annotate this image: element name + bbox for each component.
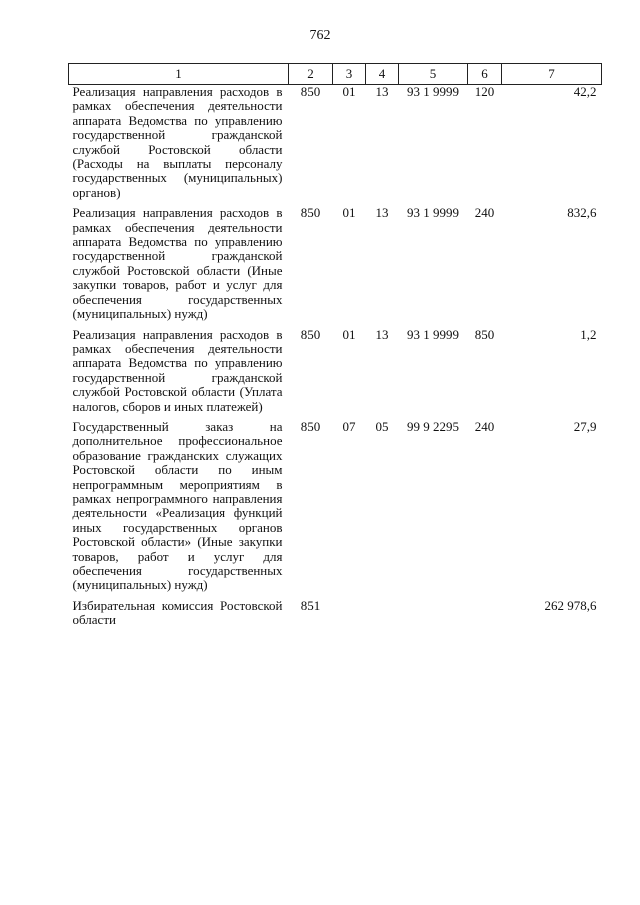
table-row	[69, 206, 602, 327]
row-expense-type: 240	[474, 418, 495, 434]
budget-table	[68, 63, 602, 634]
table-row	[69, 328, 602, 420]
row-description: Реализация направления расходов в рамках обеспечения деятельности аппарата Ведомства по управлению государственной гражданской службой Ростовской области (Уплата налогов, сборов и иных платежей)	[72, 326, 283, 414]
row-description: Избирательная комиссия Ростовской области	[72, 597, 283, 628]
row-target-article	[399, 599, 468, 634]
table-header-row	[69, 64, 602, 85]
row-ministry-code: 851	[300, 597, 321, 613]
row-ministry-code: 850	[300, 84, 321, 99]
row-amount: 1,2	[580, 326, 597, 342]
row-target-article: 93 1 9999	[407, 84, 459, 99]
row-amount: 262 978,6	[544, 597, 597, 613]
row-expense-type: 240	[474, 205, 495, 221]
row-description: Реализация направления расходов в рамках обеспечения деятельности аппарата Ведомства по управлению государственной гражданской службой Ростовской области (Иные закупки товаров, работ и услуг для обеспечения государственных (муниципальных) нужд)	[72, 205, 283, 322]
row-target-article: 99 9 2295	[407, 418, 459, 434]
row-amount: 42,2	[573, 84, 597, 99]
row-subsection-code: 13	[375, 84, 389, 99]
row-ministry-code: 850	[300, 326, 321, 342]
row-section-code: 01	[342, 84, 356, 99]
row-ministry-code: 850	[300, 418, 321, 434]
row-subsection-code: 05	[375, 418, 389, 434]
row-section-code: 01	[342, 326, 356, 342]
row-subsection-code: 13	[375, 326, 389, 342]
row-expense-type	[468, 599, 502, 634]
header-col-7: 7	[502, 64, 602, 85]
row-amount: 27,9	[573, 418, 597, 434]
row-description: Государственный заказ на дополнительное профессиональное образование гражданских служащих Ростовской области по иным непрограммным мероприятиям в рамках непрограммного направления деятельности «Реализация функций иных государственных органов Ростовской области» (Иные закупки товаров, работ и услуг для обеспечения государственных (муниципальных) нужд)	[72, 418, 283, 593]
table-row	[69, 85, 602, 207]
table-row	[69, 420, 602, 599]
header-col-1: 1	[69, 64, 289, 85]
table-row	[69, 599, 602, 634]
row-expense-type: 850	[474, 326, 495, 342]
header-col-2: 2	[289, 64, 333, 85]
row-section-code	[333, 599, 366, 634]
row-section-code: 07	[342, 418, 356, 434]
row-amount: 832,6	[567, 205, 597, 221]
page-number: 762	[309, 28, 331, 43]
row-subsection-code: 13	[375, 205, 389, 221]
header-col-6: 6	[468, 64, 502, 85]
row-description: Реализация направления расходов в рамках обеспечения деятельности аппарата Ведомства по управлению государственной гражданской службой Ростовской области (Расходы на выплаты персоналу государственных (муниципальных) органов)	[72, 84, 283, 200]
header-col-5: 5	[399, 64, 468, 85]
row-subsection-code	[366, 599, 399, 634]
row-target-article: 93 1 9999	[407, 326, 459, 342]
row-ministry-code: 850	[300, 205, 321, 221]
row-section-code: 01	[342, 205, 356, 221]
header-col-4: 4	[366, 64, 399, 85]
header-col-3: 3	[333, 64, 366, 85]
row-expense-type: 120	[474, 84, 495, 99]
row-target-article: 93 1 9999	[407, 205, 459, 221]
